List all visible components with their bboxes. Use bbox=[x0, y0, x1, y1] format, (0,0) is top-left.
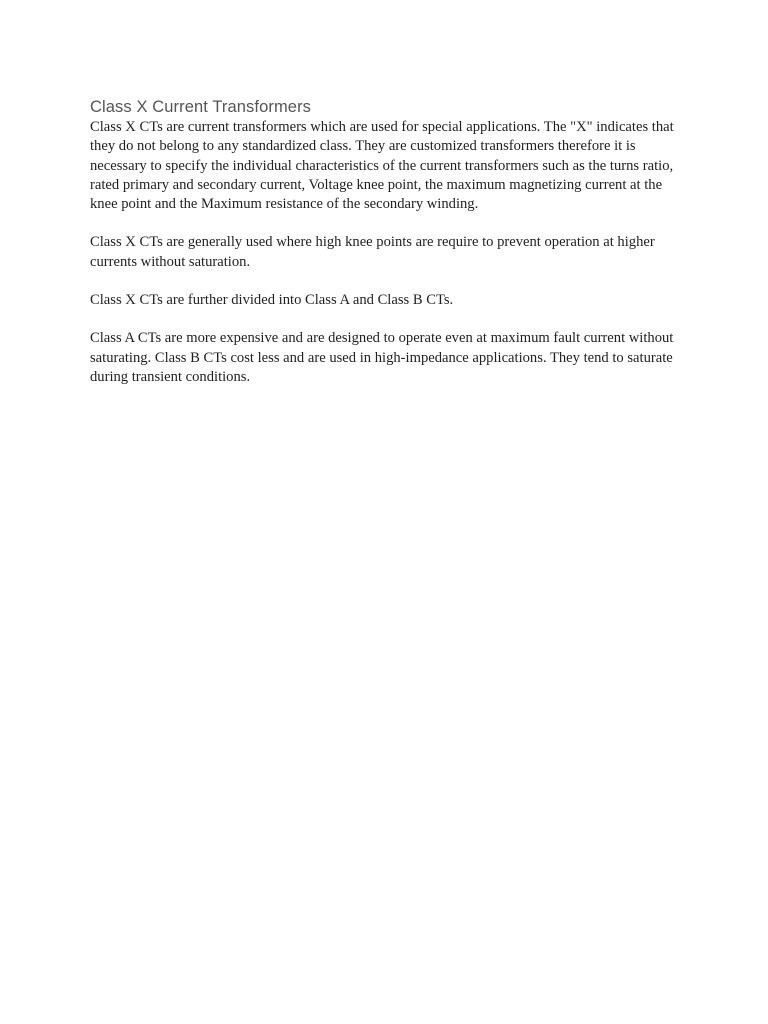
paragraph-class-a-b-comparison: Class A CTs are more expensive and are designed to operate even at maximum fault current without saturating. Class B CTs cost less and are used in high-impedance applications. They tend to saturate during transient conditions. bbox=[90, 330, 674, 385]
page-title: Class X Current Transformers bbox=[90, 98, 312, 116]
document-body bbox=[90, 96, 690, 406]
paragraph-class-x-divisions: Class X CTs are further divided into Class A and Class B CTs. bbox=[90, 292, 454, 309]
paragraph-class-x-usage: Class X CTs are generally used where high knee points are require to prevent operation at higher currents without saturation. bbox=[90, 234, 655, 270]
paragraph-class-x-definition: Class X CTs are current transformers which are used for special applications. The "X" indicates that they do not belong to any standardized class. They are customized transformers therefore it is necessary to specify the individual characteristics of the current transformers such as the turns ratio, rated primary and secondary current, Voltage knee point, the maximum magnetizing current at the knee point and the Maximum resistance of the secondary winding. bbox=[90, 119, 674, 213]
